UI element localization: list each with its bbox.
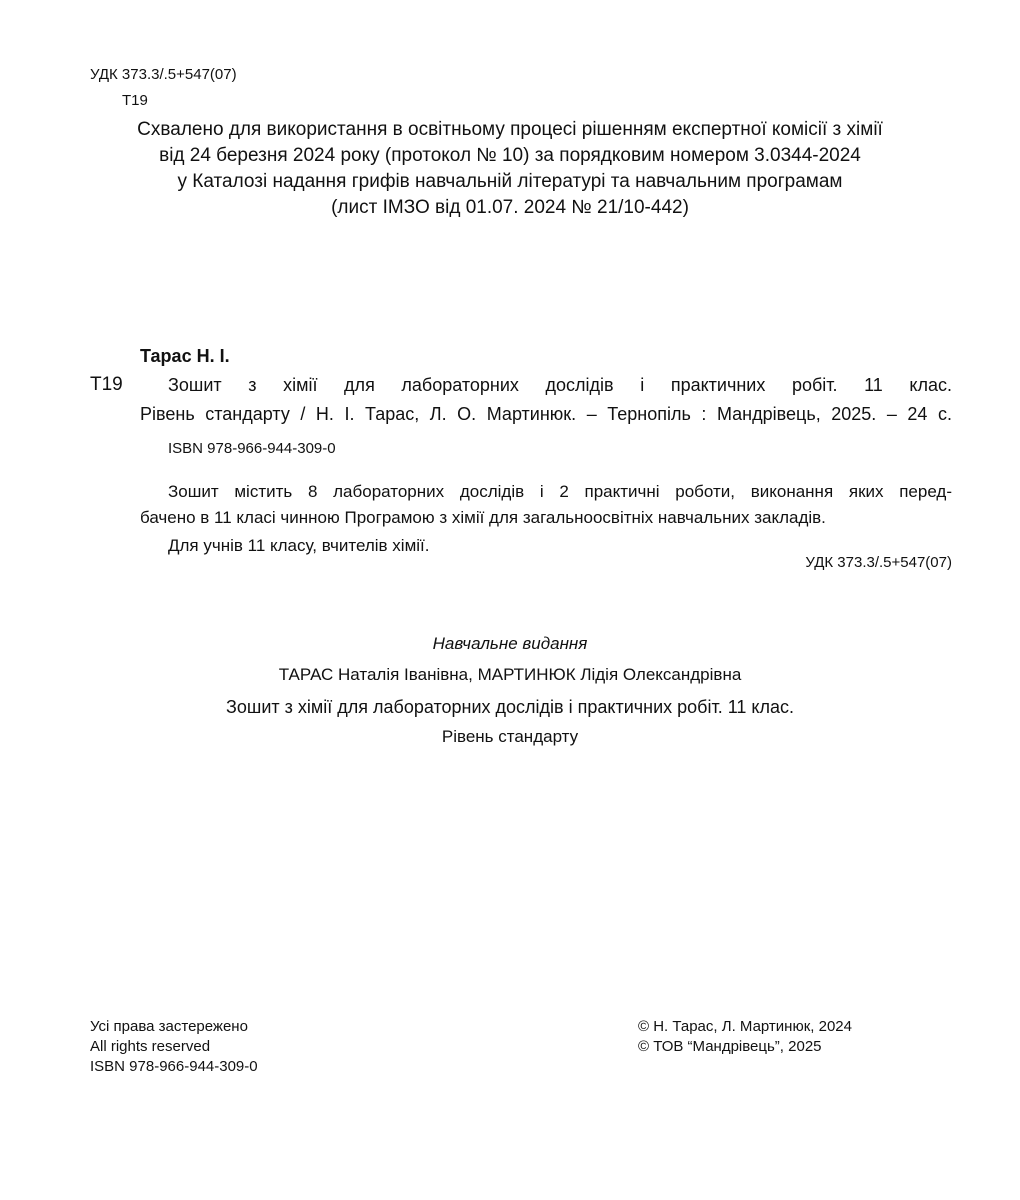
- bibliographic-details-line: Рівень стандарту / Н. І. Тарас, Л. О. Мартинюк. – Тернопіль : Мандрівець, 2025. – 24 с.: [140, 404, 952, 424]
- edition-title: Зошит з хімії для лабораторних дослідів і практичних робіт. 11 клас.: [226, 697, 794, 717]
- approval-line: у Каталозі надання грифів навчальній літературі та навчальним програмам: [177, 171, 843, 192]
- edition-authors: ТАРАС Наталія Іванівна, МАРТИНЮК Лідія Олександрівна: [278, 665, 742, 684]
- rights-line: Усі права застережено: [90, 1018, 248, 1035]
- approval-line: (лист ІМЗО від 01.07. 2024 № 21/10-442): [331, 197, 689, 218]
- footer-isbn: ISBN 978-966-944-309-0: [90, 1058, 258, 1075]
- rights-line: All rights reserved: [90, 1038, 211, 1055]
- copyright-line: © ТОВ “Мандрівець”, 2025: [638, 1038, 822, 1055]
- annotation-line: бачено в 11 класі чинною Програмою з хімії для загальноосвітніх навчальних закладів.: [140, 508, 826, 527]
- approval-line: Схвалено для використання в освітньому процесі рішенням експертної комісії з хімії: [137, 119, 883, 140]
- annotation-line: Зошит містить 8 лабораторних дослідів і 2 практичні роботи, виконання яких перед-: [168, 482, 952, 501]
- approval-line: від 24 березня 2024 року (протокол № 10) за порядковим номером 3.0344-2024: [159, 145, 861, 166]
- copyright-block: [638, 1017, 852, 1057]
- annotation-audience: Для учнів 11 класу, вчителів хімії.: [168, 536, 430, 555]
- edition-type: Навчальне видання: [432, 634, 588, 653]
- udk-code-right: УДК 373.3/.5+547(07): [805, 554, 952, 571]
- bibliographic-title-line: Зошит з хімії для лабораторних дослідів і практичних робіт. 11 клас.: [168, 375, 952, 395]
- author-sign-top: Т19: [122, 92, 148, 109]
- approval-statement: [0, 117, 1020, 221]
- author-sign: Т19: [90, 374, 123, 395]
- isbn-line: ISBN 978-966-944-309-0: [168, 440, 336, 457]
- edition-level: Рівень стандарту: [441, 727, 579, 746]
- copyright-line: © Н. Тарас, Л. Мартинюк, 2024: [638, 1018, 852, 1035]
- author-heading: Тарас Н. І.: [140, 346, 230, 366]
- rights-block: [90, 1017, 258, 1077]
- udk-code-top: УДК 373.3/.5+547(07): [90, 66, 237, 83]
